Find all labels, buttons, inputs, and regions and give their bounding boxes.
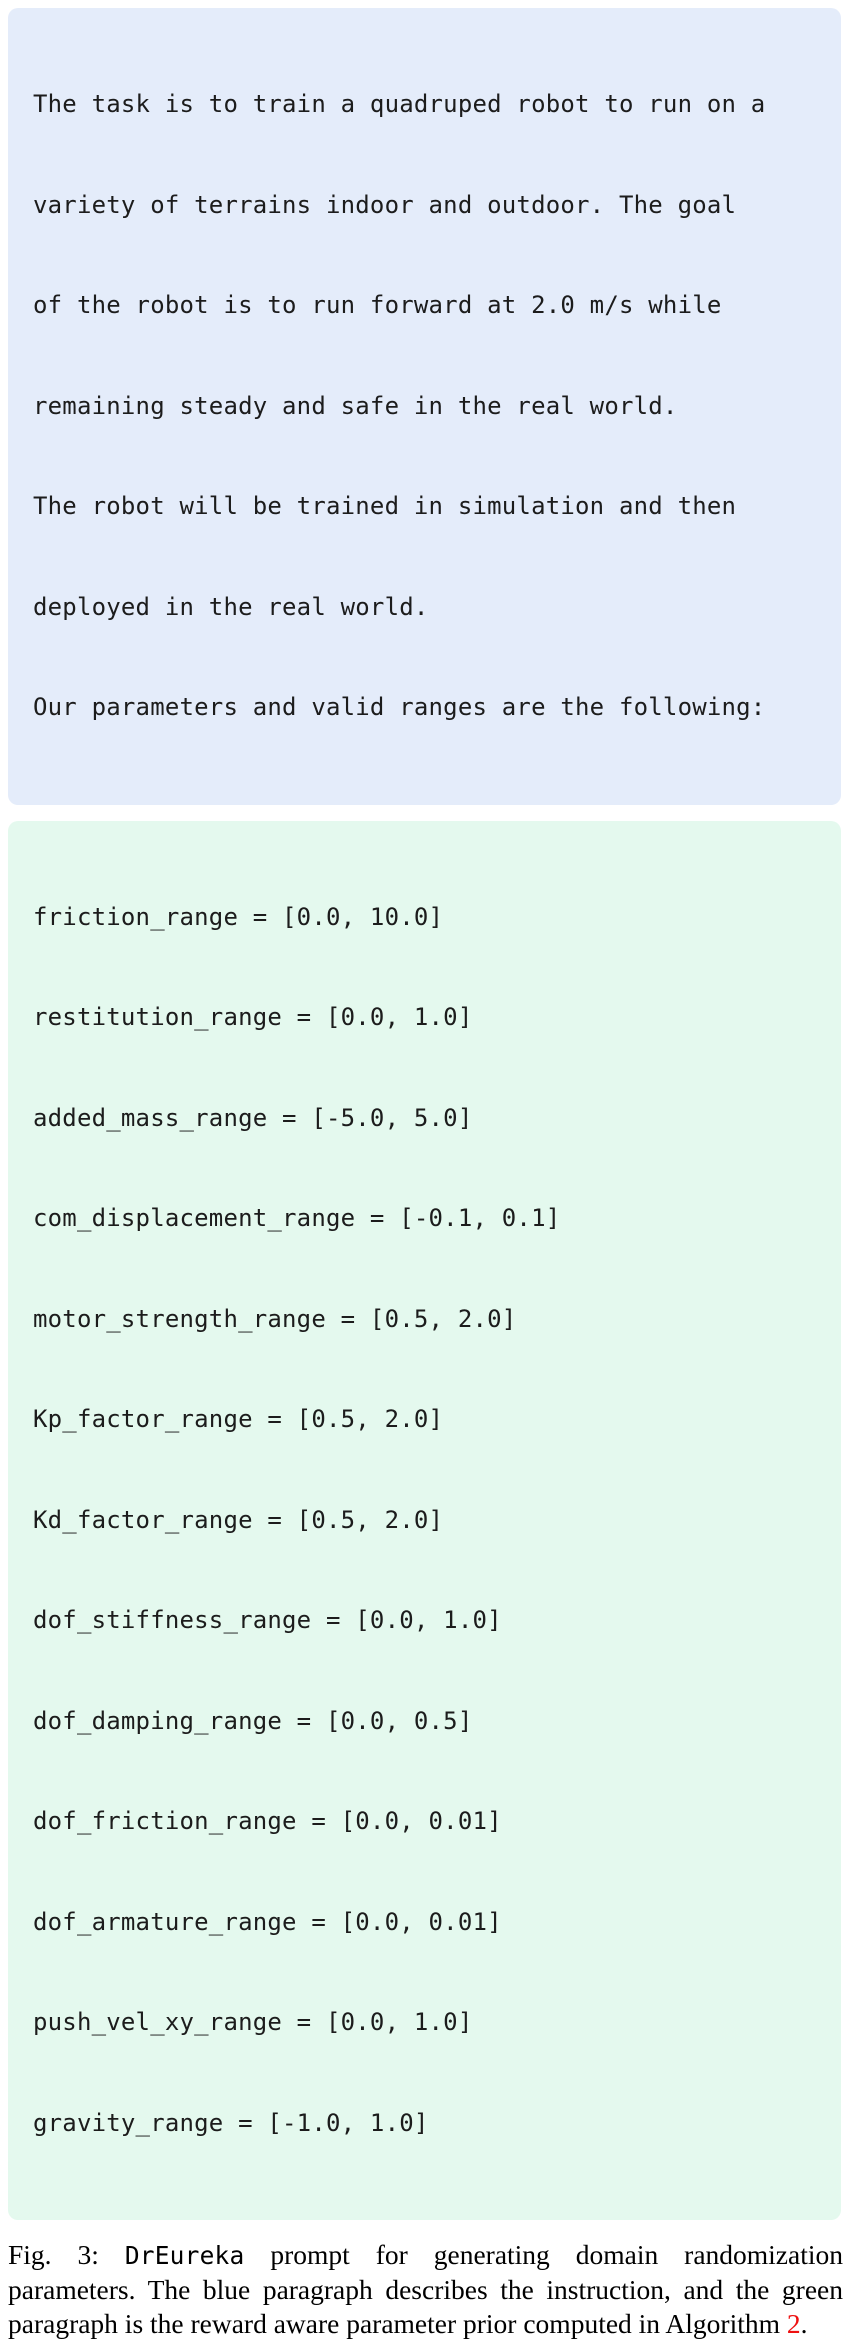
prompt-line: The task is to train a quadruped robot to run on a [33, 90, 766, 118]
prompt-line: variety of terrains indoor and outdoor. The goal [33, 190, 737, 219]
caption-text: prompt for generating domain randomization parameters. The blue paragraph describes the instruction, and the green paragraph is the reward aware parameter prior computed in Algorithm [8, 2239, 843, 2339]
parameter-line: com_displacement_range = [-0.1, 0.1] [33, 1204, 561, 1232]
parameter-line: Kd_factor_range = [0.5, 2.0] [33, 1505, 444, 1534]
algorithm-2-link[interactable]: 2 [786, 2308, 801, 2339]
parameter-line: added_mass_range = [-5.0, 5.0] [33, 1103, 473, 1132]
parameter-line: Kp_factor_range = [0.5, 2.0] [33, 1405, 444, 1433]
caption-period: . [800, 2308, 808, 2339]
prompt-line: Our parameters and valid ranges are the following: [33, 693, 766, 721]
parameter-line: dof_friction_range = [0.0, 0.01] [33, 1807, 502, 1835]
dreureka-code-term: DrEureka [124, 2241, 245, 2270]
figure-caption [8, 2238, 843, 2341]
prompt-line: of the robot is to run forward at 2.0 m/s while [33, 291, 722, 319]
instruction-prompt-panel [8, 8, 841, 805]
parameter-ranges-panel [8, 821, 841, 2221]
parameter-line: restitution_range = [0.0, 1.0] [33, 1003, 473, 1031]
parameter-line: push_vel_xy_range = [0.0, 1.0] [33, 2008, 473, 2036]
parameter-line: dof_damping_range = [0.0, 0.5] [33, 1706, 473, 1735]
prompt-line: deployed in the real world. [33, 592, 429, 621]
parameter-line: motor_strength_range = [0.5, 2.0] [33, 1304, 517, 1333]
parameter-line: friction_range = [0.0, 10.0] [33, 902, 444, 931]
prompt-line: remaining steady and safe in the real world. [33, 391, 678, 420]
caption-label: Fig. 3: [8, 2239, 99, 2270]
parameter-line: gravity_range = [-1.0, 1.0] [33, 2108, 429, 2137]
parameter-line: dof_stiffness_range = [0.0, 1.0] [33, 1606, 502, 1634]
prompt-line: The robot will be trained in simulation and then [33, 492, 737, 520]
parameter-line: dof_armature_range = [0.0, 0.01] [33, 1907, 502, 1936]
